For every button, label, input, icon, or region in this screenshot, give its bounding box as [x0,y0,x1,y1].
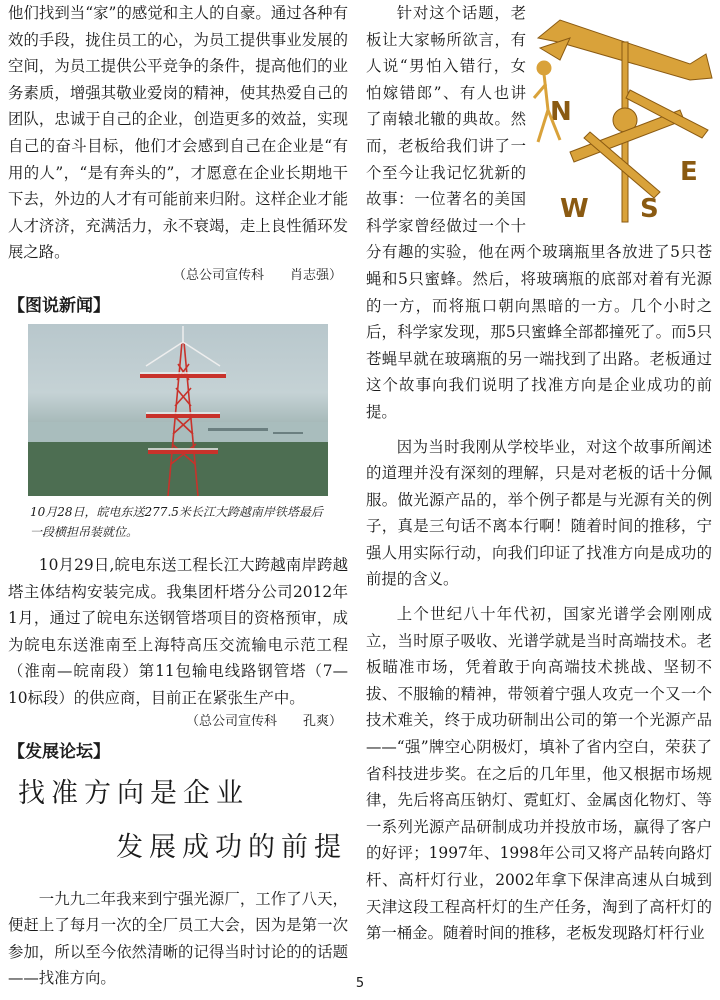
transmission-tower-photo [28,324,328,496]
weather-vane-illustration [530,2,718,224]
paragraph-history: 上个世纪八十年代初，国家光谱学会刚刚成立，当时原子吸收、光谱学就是当时高端技术。老板瞄准市场，凭着敢于向高端技术挑战、坚韧不拔、不服输的精神，带领着宁强人攻克一个又一个技术难关，终于成功研制出公司的第一个光源产品——“强”牌空心阴极灯，填补了省内空白，荣获了省科技进步奖。在之后的几年里，他又根据市场规律，先后将高压钠灯、霓虹灯、金属卤化物灯、等一系列光源产品研制成功并投放市场，赢得了客户的好评；1997年、1998年公司又将产品转向路灯杆、高杆灯行业，2002年拿下保津高速从白城到天津这段工程高杆灯的生产任务，淘到了高杆灯的第一桶金。随着时间的推移，老板发现路灯杆行业 [366,605,712,943]
paragraph-forum-intro: 一九九二年我来到宁强光源厂，工作了八天，便赶上了每月一次的全厂员工大会，因为是第一次参加，所以至今依然清晰的记得当时讨论的的话题——找准方向。 [8,889,348,988]
paragraph-intro: 他们找到当“家”的感觉和主人的自豪。通过各种有效的手段，拢住员工的心，为员工提供事业发展的空间，为员工提供公平竞争的条件，提高他们的业务素质，增强其敬业爱岗的精神，使其热爱自己的团队，忠诚于自己的企业，创造更多的效益，实现自己的奋斗目标，他们才会感到自己在企业是“有用的人”，“是有奔头的”，才愿意在企业长期地干下去，外边的人才有可能前来归附。这样企业才能人才济济，充满活力，永不衰竭，走上良性循环发展之路。 [8,4,348,262]
page-number: 5 [355,976,365,991]
section-heading-news: 【图说新闻】 [8,295,110,316]
author-credit-2: （总公司宣传科 孔爽） [185,713,342,729]
paragraph-reflection: 因为当时我刚从学校毕业，对这个故事所阐述的道理并没有深刻的理解，只是对老板的话十分佩服。做光源产品的，举个例子都是与光源有关的例子，真是三句话不离本行啊！随着时间的推移，宁强人用实际行动，向我们印证了找准方向是成功的前提的含义。 [366,437,712,589]
weather-vane-icon [530,2,718,224]
vane-letter-n: N [550,97,572,127]
vane-letter-s: S [640,194,659,224]
vane-letter-w: W [560,194,589,224]
photo-caption: 10月28日，皖电东送277.5米长江大跨越南岸铁塔最后一段横担吊装就位。 [30,504,323,539]
paragraph-story: 针对这个话题，老板让大家畅所欲言，有人说“男怕入错行，女怕嫁错郎”、有人也讲了南辕北辙的典故。然而，老板给我们讲了一个至今让我记忆犹新的故事：一位著名的美国科学家曾经做过一个十分有趣的实验，他在两个玻璃瓶里各放进了5只苍蝇和5只蜜蜂。然后，将玻璃瓶的底部对着有光源的一方，而将瓶口朝向黑暗的一方。几个小时之后，科学家发现，那5只蜜蜂全部都撞死了。而5只苍蝇早就在玻璃瓶的另一端找到了出路。老板通过这个故事向我们说明了找准方向是企业成功的前提。 [366,4,712,421]
right-column [366,0,712,947]
paragraph-news: 10月29日,皖电东送工程长江大跨越南岸跨越塔主体结构安装完成。我集团杆塔分公司2012年1月，通过了皖电东送钢管塔项目的资格预审，成为皖电东送淮南至上海特高压交流输电示范工程（淮南—皖南段）第11包输电线路钢管塔（7—10标段）的供应商，目前正在紧张生产中。 [8,555,348,707]
article-headline-line-1: 找准方向是企业 [18,777,249,809]
author-credit-1: （总公司宣传科 肖志强） [172,267,342,283]
vane-letter-e: E [680,157,698,187]
article-headline-line-2: 发展成功的前提 [116,831,347,863]
section-heading-forum: 【发展论坛】 [8,741,110,762]
tower-illustration-icon [28,324,328,496]
left-column [8,0,348,992]
